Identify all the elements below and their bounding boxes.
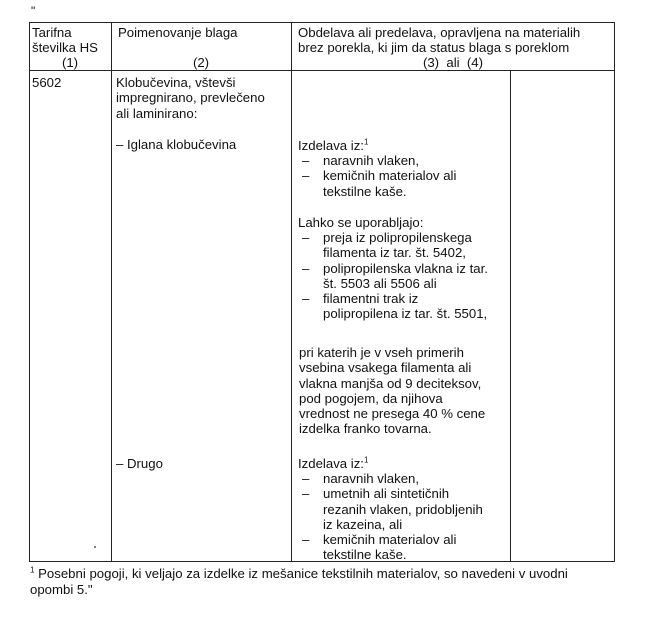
scan-speck bbox=[94, 546, 96, 548]
footnote-ref: 1 bbox=[363, 137, 369, 147]
other-felt-name: – Drugo bbox=[116, 456, 163, 471]
needle-felt-materials-list bbox=[298, 153, 456, 199]
header-col2-number: (2) bbox=[192, 55, 210, 70]
other-felt-rule-intro: Izdelava iz:$^1$ bbox=[298, 455, 369, 471]
other-felt-materials-list bbox=[298, 471, 483, 563]
list-item-continuation: iz kazeina, ali bbox=[323, 516, 403, 532]
list-item: – naravnih vlaken, bbox=[298, 471, 483, 486]
list-item: – kemičnih materialov ali bbox=[298, 168, 456, 183]
goods-description: Klobučevina, vštevši impregnirano, prevlečeno ali laminirano: bbox=[116, 75, 265, 121]
list-item-continuation: rezanih vlaken, pridobljenih bbox=[323, 501, 483, 517]
list-item: – umetnih ali sintetičnih bbox=[298, 486, 483, 501]
list-item: – naravnih vlaken, bbox=[298, 153, 456, 168]
needle-felt-name: – Iglana klobučevina bbox=[116, 137, 237, 152]
allowed-materials-intro: Lahko se uporabljajo: bbox=[298, 215, 424, 230]
footnote-text: Posebni pogoji, ki veljajo za izdelke iz mešanice tekstilnih materialov, so navedeni v uvodni opombi 5." bbox=[30, 566, 568, 597]
list-item-continuation: filamenta iz tar. št. 5402, bbox=[323, 245, 466, 261]
footnote bbox=[30, 566, 620, 597]
header-tariff-number: Tarifna številka HS bbox=[32, 25, 98, 56]
needle-felt-rule-intro: Izdelava iz:$^1$ bbox=[298, 137, 369, 153]
footnote-ref: 1 bbox=[363, 455, 369, 465]
list-item: – polipropilenska vlakna iz tar. bbox=[298, 261, 488, 276]
opening-quote: " bbox=[31, 4, 36, 18]
header-col3-number: (3) ali (4) bbox=[422, 55, 484, 70]
header-goods-description: Poimenovanje blaga bbox=[118, 25, 238, 40]
list-item-continuation: tekstilne kaše. bbox=[323, 183, 407, 199]
list-item: – kemičnih materialov ali bbox=[298, 532, 483, 547]
fibre-condition-text: pri katerih je v vseh primerih vsebina vsakega filamenta ali vlakna manjša od 9 deciteksov, pod pogojem, da njihova vrednost ne presega 40 % cene izdelka franko tovarna. bbox=[299, 345, 486, 437]
column-divider-3 bbox=[510, 70, 511, 562]
list-item-continuation: polipropilena iz tar. št. 5501, bbox=[323, 306, 488, 322]
allowed-materials-list bbox=[298, 230, 488, 322]
list-item-continuation: št. 5503 ali 5506 ali bbox=[323, 275, 437, 291]
tariff-code: 5602 bbox=[32, 75, 62, 90]
header-col1-number: (1) bbox=[61, 55, 79, 70]
footnote-marker: 1 bbox=[30, 565, 35, 575]
list-item: – preja iz polipropilenskega bbox=[298, 230, 488, 245]
list-item-continuation: tekstilne kaše. bbox=[323, 547, 407, 563]
column-divider-2 bbox=[291, 22, 292, 562]
list-item: – filamentni trak iz bbox=[298, 291, 488, 306]
column-divider-1 bbox=[111, 22, 112, 562]
header-processing: Obdelava ali predelava, opravljena na materialih brez porekla, ki jim da status blaga s poreklom bbox=[298, 25, 581, 56]
